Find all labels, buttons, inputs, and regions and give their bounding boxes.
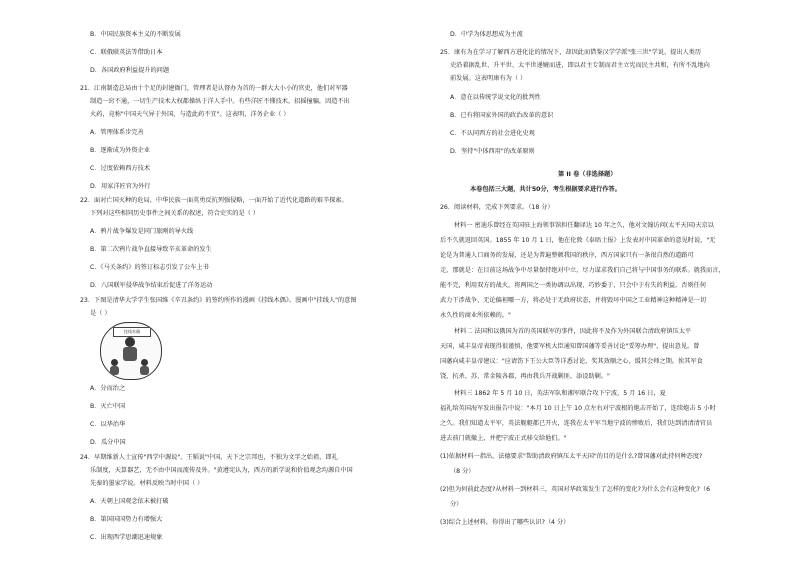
puppet-body	[140, 366, 149, 375]
question-21-text: 制造一窍不通，一切生产技术大权都操纵于洋人手中。有些洋匠不懂技术，招摇撞骗，因造不出	[90, 98, 350, 105]
sub-question-3: (3)综合上述材料，你得出了哪些认识?（4 分）	[440, 519, 570, 526]
material-line: 武力干涉战争，无论偏袒哪一方，将必处于无政府状态，并将毁坏中国之工业精神这种精神是一切	[440, 297, 707, 304]
question-25-text: 前发展。这表明康有为（ ）	[450, 75, 527, 82]
question-24-text: 先秦的墨家学说。材料反映当时中国（ ）	[90, 480, 204, 487]
option-a: A．分而治之	[90, 385, 126, 392]
puppet-body	[110, 366, 119, 375]
sub-question-1: (1)依据材料一指出，法德要求"帮助清政府镇压太平天国"的目的是什么?曾国藩对此持何种态度?	[440, 453, 703, 460]
material-line: 永久性的商业所依赖的。"	[440, 312, 511, 319]
option-a: A．意在以传统学说文化的批判性	[450, 94, 541, 101]
option-a: A．天朝上国观念依未被打破	[90, 498, 169, 505]
question-23-text: 是（ ）	[90, 310, 111, 317]
question-25: 25．康有为在学习了解西方进化论的情况下，却因此而借鉴汉学学派"张三世"学说，提出人类历	[440, 49, 702, 56]
option-d: D．各国政府利益提升的问题	[90, 67, 170, 74]
option-b: B．第国国国势力有增强大	[90, 516, 163, 523]
material-line: 材料二 法国和以俄国为首的英国联军的事件，因此将不及作为外国联合清政府镇压太平	[454, 328, 692, 335]
material-line: 进去前门就撤上，并把宁波正式移交给他们。"	[440, 435, 567, 442]
option-b: B．灭亡中国	[90, 403, 126, 410]
option-c: C．以华治华	[90, 421, 126, 428]
option-d: D．中学为体思想成为主流	[450, 31, 523, 38]
sub-question-2: (2)但为何前此态度?从材料一到材料三，英国对华政策发生了怎样的变化?为什么会有这种变化?（6	[440, 486, 711, 493]
option-b: B．逐渐成为外资企业	[90, 147, 150, 154]
option-c: C．联俄联英法等借助日本	[90, 49, 163, 56]
puppeteer-body	[123, 347, 137, 361]
material-line: 国藩向咸丰皇帝建议："应请饬下王公大臣等详悉讨论，奖其效顺之心，缓其会师之期。俟其军食	[440, 358, 703, 365]
sub-question-1-score: （8 分）	[450, 468, 475, 475]
material-line: 天国，咸丰皇帝表现得很谨慎，他要军机大臣通知曾国藩等妥善讨论"妥筹办理"，提出意见。曾	[440, 343, 700, 350]
option-a: A．管理体系步完善	[90, 129, 144, 136]
section-instructions: 本卷包括三大题，共计50分，考生根据要求进行作答。	[470, 186, 621, 193]
question-24: 24．早期维新人士宣传"西学中源说"。王韬说"中国，天下之宗邦也，不独为文字之始祖，即礼	[80, 454, 338, 461]
question-26: 26．阅读材料，完成下列要求。（18 分）	[440, 204, 554, 211]
material-line: 材料一 密迪乐曾经在英国驻上海领事馆担任翻译达 10 年之久，他对文翰访问(太平天国)天京以	[454, 222, 714, 229]
question-21-text: 火药，竟称"中国天气异于外国，与造此药不宜"。这表明，洋务企业（ ）	[90, 111, 290, 118]
option-b: B．中国民族资本主义的不断发展	[90, 31, 181, 38]
option-d: D．坚持"中体西用"的改革原则	[450, 148, 535, 155]
puppet-cartoon-image	[100, 322, 162, 380]
puppeteer-head	[125, 337, 135, 347]
option-d: D．用家洋匠官为外行	[90, 183, 151, 190]
material-line: 走，那就是：在目前这场战争中尽量保持绝对中立，尽力谋求我们自己将与中国事务的联系。就我而言，	[440, 267, 725, 274]
option-c: C．过度依赖西方技术	[90, 165, 151, 172]
option-b: B．第二次鸦片战争直接导致辛亥革命的发生	[90, 246, 212, 253]
material-line: 能不完，利用双方的战火，将两国之一类协调以出现，巧妙委于，只会中于有失的利益。否则任何	[440, 282, 707, 289]
question-21: 21．江南制造总局由十个足的封建衙门，管理者是认督办为首的一群大大小小的官吏，他们对军器	[80, 85, 348, 92]
material-line: 后不久就返回英国。1855 年 10 月 1 日，他在伦敦《泰晤士报》上发表对中国革命的意见时说，"无	[440, 237, 716, 244]
option-c: C．出现西学思潮迅速规象	[90, 534, 163, 541]
question-22: 22．面对亡国灭种的危局，中华民族一面英勇反抗列强侵略，一面开始了近代化道路的艰辛探索。	[80, 197, 348, 204]
puppet-head	[141, 359, 148, 366]
option-a: A．鸦片战争爆发是同门旅刚的导火线	[90, 228, 194, 235]
material-line: 饶，抗杀、苏、常金陵各郡，再由我兵开战剿匪，添设助剿。"	[440, 373, 610, 380]
material-line: 论是为普通人口商务的发展，还是为普遍整顿我国的秩序，西方国家只有一条很自然的道路可	[440, 252, 694, 259]
material-line: 福礼给英国海军发出报告中说："本月 10 日上午 10 点左右对宁波根的炮击开始了，连续炮击 5 小时	[440, 405, 716, 412]
option-b: B．已有将国家外国的政治改革的意识	[450, 112, 554, 119]
question-23: 23．下图是清华大学学生张国维《辛丑条约》的签约所作的漫画《挂线木偶》。漫画中"挂线人"的意图	[80, 297, 357, 304]
option-d: D．瓜分中国	[90, 439, 126, 446]
question-22-text: 下列对这些相同历史事件之间关系的叙述，符合史实的是（ ）	[90, 210, 260, 217]
puppet-head	[111, 359, 118, 366]
option-c: C．《马关条约》的签订标志引发了公车上书	[90, 264, 209, 271]
option-d: D．八国联军侵华战争结束后促进了洋务运动	[90, 282, 213, 289]
question-25-text: 史沿着据乱世、升平世、太平世递嬗而进，即以君主专制而君主立宪而民主共和，有所不乱地向	[450, 62, 710, 69]
option-c: C．不认同西方的社会进化史观	[450, 130, 535, 137]
question-24-text: 乐制度，天算器艺，无不由中国而流传及外。"黄遵宪认为，西方的新学说和价值观念均源自中国	[90, 467, 353, 474]
section-title: 第 II 卷（非选择题）	[558, 171, 617, 178]
material-line: 材料三 1862 年 5 月 10 日，英法军队和湘军联合攻下宁波，5 月 16 日，夏	[454, 390, 666, 397]
cartoon-banner: 挂线木偶	[113, 327, 151, 337]
sub-question-2-score: 分）	[450, 501, 463, 508]
material-line: 之久。我们知道太平军，英法舰艇都已开火，连我在太平军当地宁波的惨败后，我们达到清清清官员	[440, 420, 713, 427]
